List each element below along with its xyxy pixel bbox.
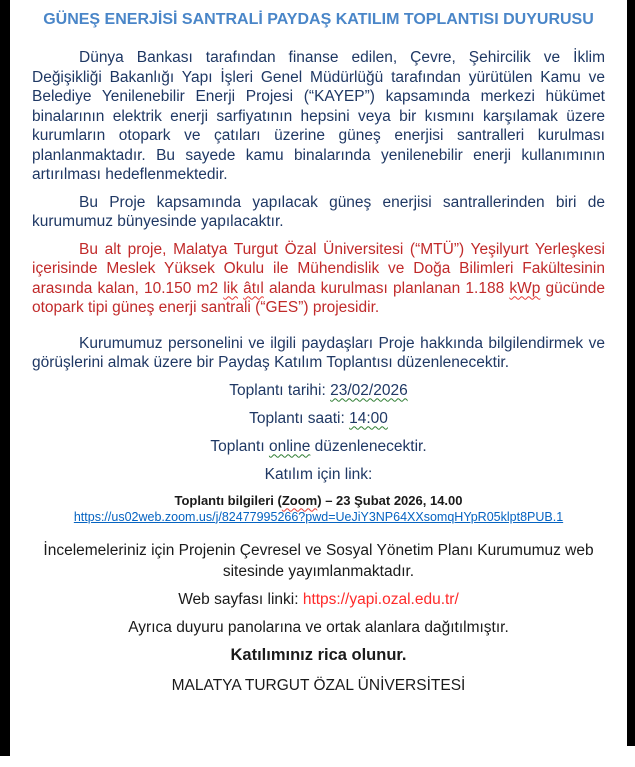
zoom-meeting-link[interactable]: https://us02web.zoom.us/j/82477995266?pwd=UeJiY3NP64XXsomqHYpR05klpt8PUB.1 [73,509,564,524]
zoom-link-line [32,509,605,525]
page-title: GÜNEŞ ENERJİSİ SANTRALİ PAYDAŞ KATILIM TOPLANTISI DUYURUSU [43,11,594,28]
web-link-line [32,589,605,610]
page-edge-left [0,0,10,756]
meeting-link-label: Katılım için link: [264,465,373,483]
distribution-note: Ayrıca duyuru panolarına ve ortak alanlara dağıtılmıştır. [128,618,509,636]
zoom-meeting-info: Toplantı bilgileri (Zoom) – 23 Şubat 2026, 14.00 [174,492,463,508]
website-link[interactable]: https://yapi.ozal.edu.tr/ [302,590,459,608]
esmp-notice: İncelemeleriniz için Projenin Çevresel ve Sosyal Yönetim Planı Kurumumuz web sitesinde yayımlanmaktadır. [43,541,594,580]
closing-line: Katılımınız rica olunur. [230,645,407,664]
paragraph-meeting-purpose: Kurumumuz personelini ve ilgili paydaşları Proje hakkında bilgilendirmek ve görüşlerini almak üzere bir Paydaş Katılım Toplantısı düzenlenecektir. [32,334,605,371]
web-link-label: Web sayfası linki: [178,590,303,608]
paragraph-institution-scope: Bu Proje kapsamında yapılacak güneş enerjisi santrallerinden biri de kurumumuz bünyesinde yapılacaktır. [32,193,605,230]
announcement-document [10,0,627,767]
meeting-mode-line: Toplantı online düzenlenecektir. [210,437,427,455]
paragraph-project-overview: Dünya Bankası tarafından finanse edilen, Çevre, Şehircilik ve İklim Değişikliği Bakanlığı Yapı İşleri Genel Müdürlüğü tarafından yürütülen Kamu ve Belediye Yenilenebilir Enerji Projesi (“KAYEP”) kapsamında merkezi hükümet binalarının elektrik enerji sarfiyatının hepsini veya bir kısmını karşılamak üzere kurumların otopark ve çatıları üzerine güneş enerjisi santralleri kurulması planlanmaktadır. Bu sayede kamu binalarında yenilenebilir enerji kullanımının artırılması hedeflenmektedir. [32,49,605,183]
page-edge-right [627,0,635,746]
institution-name: MALATYA TURGUT ÖZAL ÜNİVERSİTESİ [171,676,466,694]
paragraph-subproject-details: Bu alt proje, Malatya Turgut Özal Üniversitesi (“MTÜ”) Yeşilyurt Yerleşkesi içerisinde Meslek Yüksek Okulu ile Mühendislik ve Doğa Bilimleri Fakültesinin arasında kalan, 10.150 m2 lik âtıl alanda kurulması planlanan 1.188 kWp gücünde otopark tipi güneş enerji santrali (“GES”) projesidir. [32,240,605,316]
meeting-date-line: Toplantı tarihi: 23/02/2026 [229,381,408,399]
meeting-time-line: Toplantı saati: 14:00 [249,409,388,427]
